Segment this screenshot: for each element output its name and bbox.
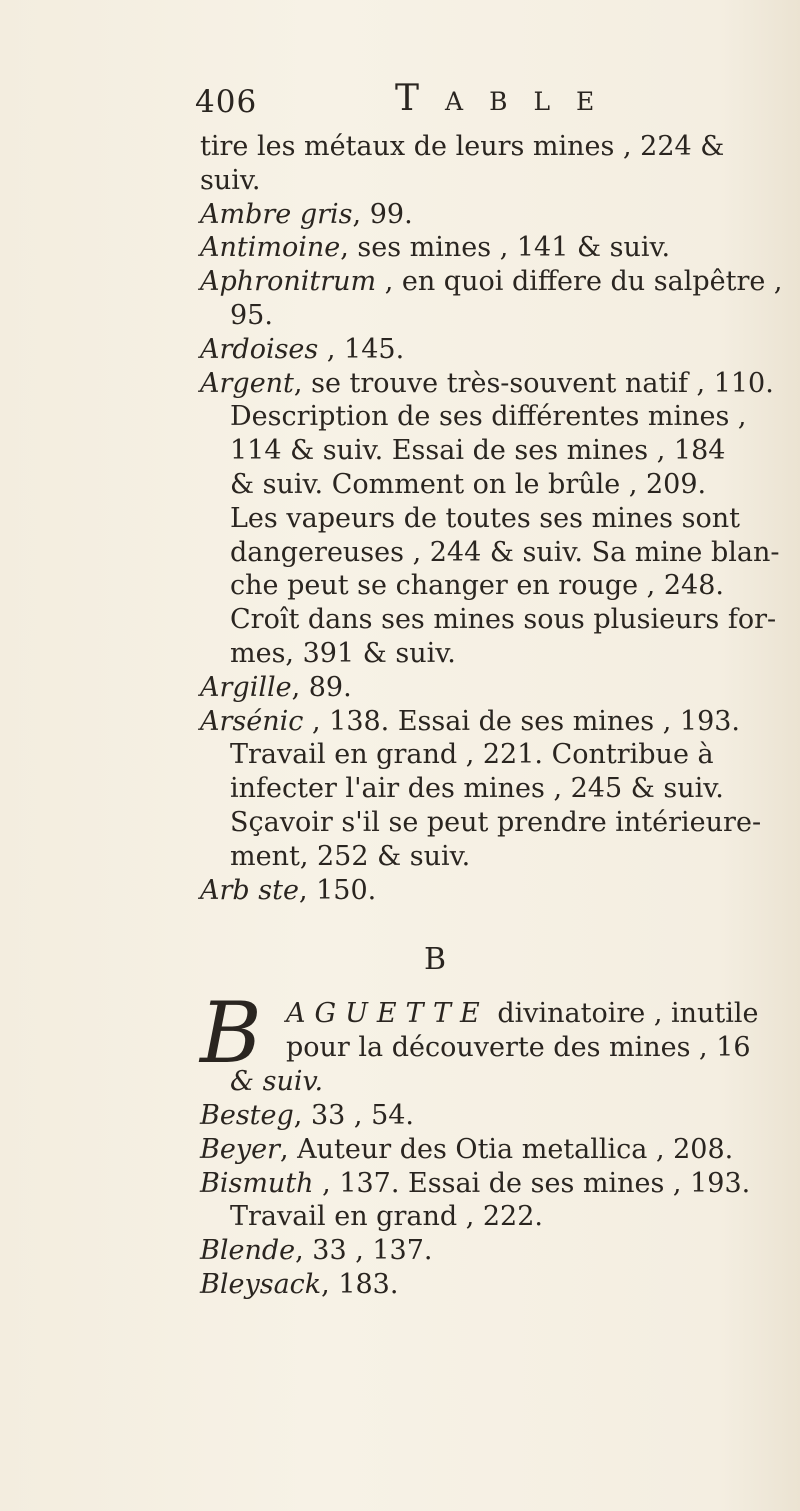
entry-term: Argille <box>200 671 292 703</box>
index-entry <box>200 874 790 908</box>
entry-continuation: infecter l'air des mines , 245 & suiv. <box>230 773 724 805</box>
entry-first-line <box>200 1167 790 1201</box>
page-header <box>195 78 635 122</box>
entry-first-line <box>200 671 790 705</box>
entry-term: Aphronitrum <box>200 266 377 298</box>
entry-text: , Auteur des Otia metallica , 208. <box>279 1133 734 1165</box>
entry-text: , 33 , 137. <box>295 1235 433 1267</box>
entry-text: , 89. <box>291 671 352 703</box>
entry-term: Besteg <box>200 1099 294 1131</box>
entry-continuation: Croît dans ses mines sous plusieurs for- <box>230 604 777 636</box>
entry-text: , se trouve très-souvent natif , 110. <box>293 367 774 399</box>
entry-continuation: Sçavoir s'il se peut prendre intérieure- <box>230 806 762 838</box>
index-entry <box>200 198 790 232</box>
index-entry <box>200 265 790 333</box>
entry-first-line <box>200 231 790 265</box>
entry-text: , 99. <box>352 198 413 230</box>
entry-continuation: 114 & suiv. Essai de ses mines , 184 <box>230 435 726 467</box>
entry-text: , en quoi differe du salpêtre , <box>376 266 783 298</box>
entry-term: Ambre gris <box>200 198 353 230</box>
entry-text: , 33 , 54. <box>293 1099 415 1131</box>
entry-text: , 145. <box>318 333 405 365</box>
entry-continuation: che peut se changer en rouge , 248. <box>230 570 724 602</box>
opening-word: AGUETTE <box>286 998 489 1030</box>
page-number: 406 <box>195 84 258 120</box>
index-entry <box>200 130 790 198</box>
entry-text: , 150. <box>298 874 377 906</box>
entry-continuation: Les vapeurs de toutes ses mines sont <box>230 502 740 534</box>
entry-first-line <box>200 1099 790 1133</box>
entry-first-line <box>200 333 790 367</box>
entry-term: Bleysack <box>200 1268 322 1300</box>
entry-term: Bismuth <box>200 1167 314 1199</box>
index-entry <box>200 1167 790 1235</box>
entry-continuation: 95. <box>230 299 273 331</box>
index-entry <box>200 705 790 874</box>
drop-cap: B <box>200 984 262 1083</box>
entry-term: Argent <box>200 367 294 399</box>
index-entry <box>200 367 790 671</box>
running-title: Table <box>395 78 621 119</box>
entry-first-line <box>200 705 790 739</box>
entry-first-line <box>200 265 790 299</box>
index-content <box>200 130 790 1302</box>
entry-text: , ses mines , 141 & suiv. <box>340 232 671 264</box>
opening-line <box>286 997 790 1031</box>
entry-continuation: & suiv. Comment on le brûle , 209. <box>230 468 707 500</box>
entry-term: Ardoises <box>200 333 319 365</box>
index-entry <box>200 1133 790 1167</box>
entry-first-line <box>200 874 790 908</box>
entry-term: Arsénic <box>200 705 304 737</box>
entry-first-line <box>200 198 790 232</box>
entry-first-line <box>200 1234 790 1268</box>
entry-continuation: ment, 252 & suiv. <box>230 840 471 872</box>
entry-continuation: Travail en grand , 222. <box>230 1201 543 1233</box>
entry-continuation: Travail en grand , 221. Contribue à <box>230 739 714 771</box>
entry-continuation: mes, 391 & suiv. <box>230 637 456 669</box>
opening-rest: divinatoire , inutile <box>488 998 759 1030</box>
entry-first-line <box>200 1268 790 1302</box>
index-entry <box>200 671 790 705</box>
entry-term: Antimoine <box>200 232 341 264</box>
entry-text: , 138. Essai de ses mines , 193. <box>303 705 741 737</box>
entry-first-line: tire les métaux de leurs mines , 224 & suiv. <box>200 131 725 196</box>
entry-continuation: Description de ses différentes mines , <box>230 401 747 433</box>
index-entry <box>200 1099 790 1133</box>
index-section-a <box>200 130 790 907</box>
index-section-b <box>200 1099 790 1302</box>
entry-first-line <box>200 1133 790 1167</box>
entry-term: Arb ste <box>200 874 299 906</box>
entry-text: , 137. Essai de ses mines , 193. <box>313 1167 751 1199</box>
entry-text: , 183. <box>321 1268 399 1300</box>
entry-continuation: dangereuses , 244 & suiv. Sa mine blan- <box>230 536 780 568</box>
opening-line-2: pour la découverte des mines , 16 <box>286 1031 751 1063</box>
entry-term: Blende <box>200 1235 296 1267</box>
entry-term: Beyer <box>200 1133 280 1165</box>
opening-line-3: & suiv. <box>230 1066 324 1098</box>
index-entry <box>200 231 790 265</box>
index-entry <box>200 333 790 367</box>
entry-first-line <box>200 367 790 401</box>
section-letter-b: B <box>423 942 447 978</box>
index-entry <box>200 1234 790 1268</box>
index-entry <box>200 1268 790 1302</box>
